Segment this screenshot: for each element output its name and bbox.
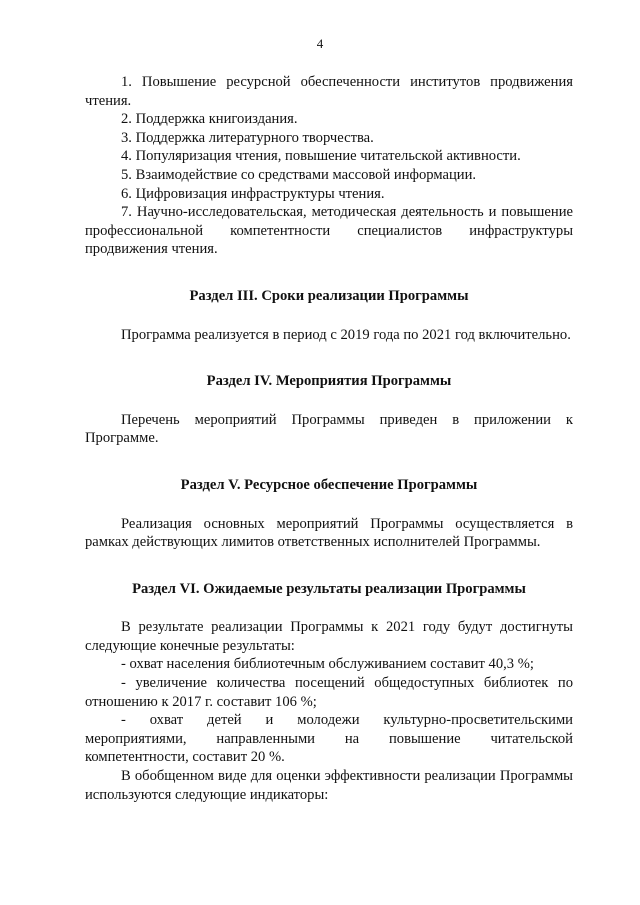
document-body (85, 73, 573, 804)
page-number: 4 (316, 36, 324, 51)
section-6-closing: В обобщенном виде для оценки эффективности реализации Программы используются следующие индикаторы: (85, 768, 573, 803)
section-5-heading: Раздел V. Ресурсное обеспечение Программы (180, 476, 478, 493)
result-item-2: - увеличение количества посещений общедоступных библиотек по отношению к 2017 г. составит 106 %; (85, 675, 573, 710)
section-4-text: Перечень мероприятий Программы приведен в приложении к Программе. (85, 411, 573, 447)
section-6-intro: В результате реализации Программы к 2021 году будут достигнуты следующие конечные результаты: (85, 619, 573, 654)
list-item-3: 3. Поддержка литературного творчества. (121, 129, 374, 146)
list-item-7: 7. Научно-исследовательская, методическая деятельность и повышение профессиональной компетентности специалистов инфраструктуры продвижения чтения. (85, 204, 573, 258)
list-item-4: 4. Популяризация чтения, повышение читательской активности. (121, 148, 521, 165)
list-item-1: 1. Повышение ресурсной обеспеченности институтов продвижения чтения. (85, 74, 573, 109)
section-3-text: Программа реализуется в период с 2019 года по 2021 год включительно. (121, 326, 571, 343)
list-item-5: 5. Взаимодействие со средствами массовой информации. (121, 166, 477, 183)
section-4-heading: Раздел IV. Мероприятия Программы (206, 373, 452, 390)
result-item-1: - охват населения библиотечным обслуживанием составит 40,3 %; (121, 656, 534, 673)
list-item-2: 2. Поддержка книгоиздания. (121, 111, 298, 128)
section-5-text: Реализация основных мероприятий Программы осуществляется в рамках действующих лимитов ответственных исполнителей Программы. (85, 515, 573, 551)
result-item-3: - охват детей и молодежи культурно-просветительскими мероприятиями, направленными на повышение читательской компетентности, составит 20 %. (85, 712, 573, 766)
section-6-heading: Раздел VI. Ожидаемые результаты реализации Программы (132, 580, 526, 597)
section-3-heading: Раздел III. Сроки реализации Программы (189, 287, 469, 304)
list-item-6: 6. Цифровизация инфраструктуры чтения. (121, 185, 385, 202)
